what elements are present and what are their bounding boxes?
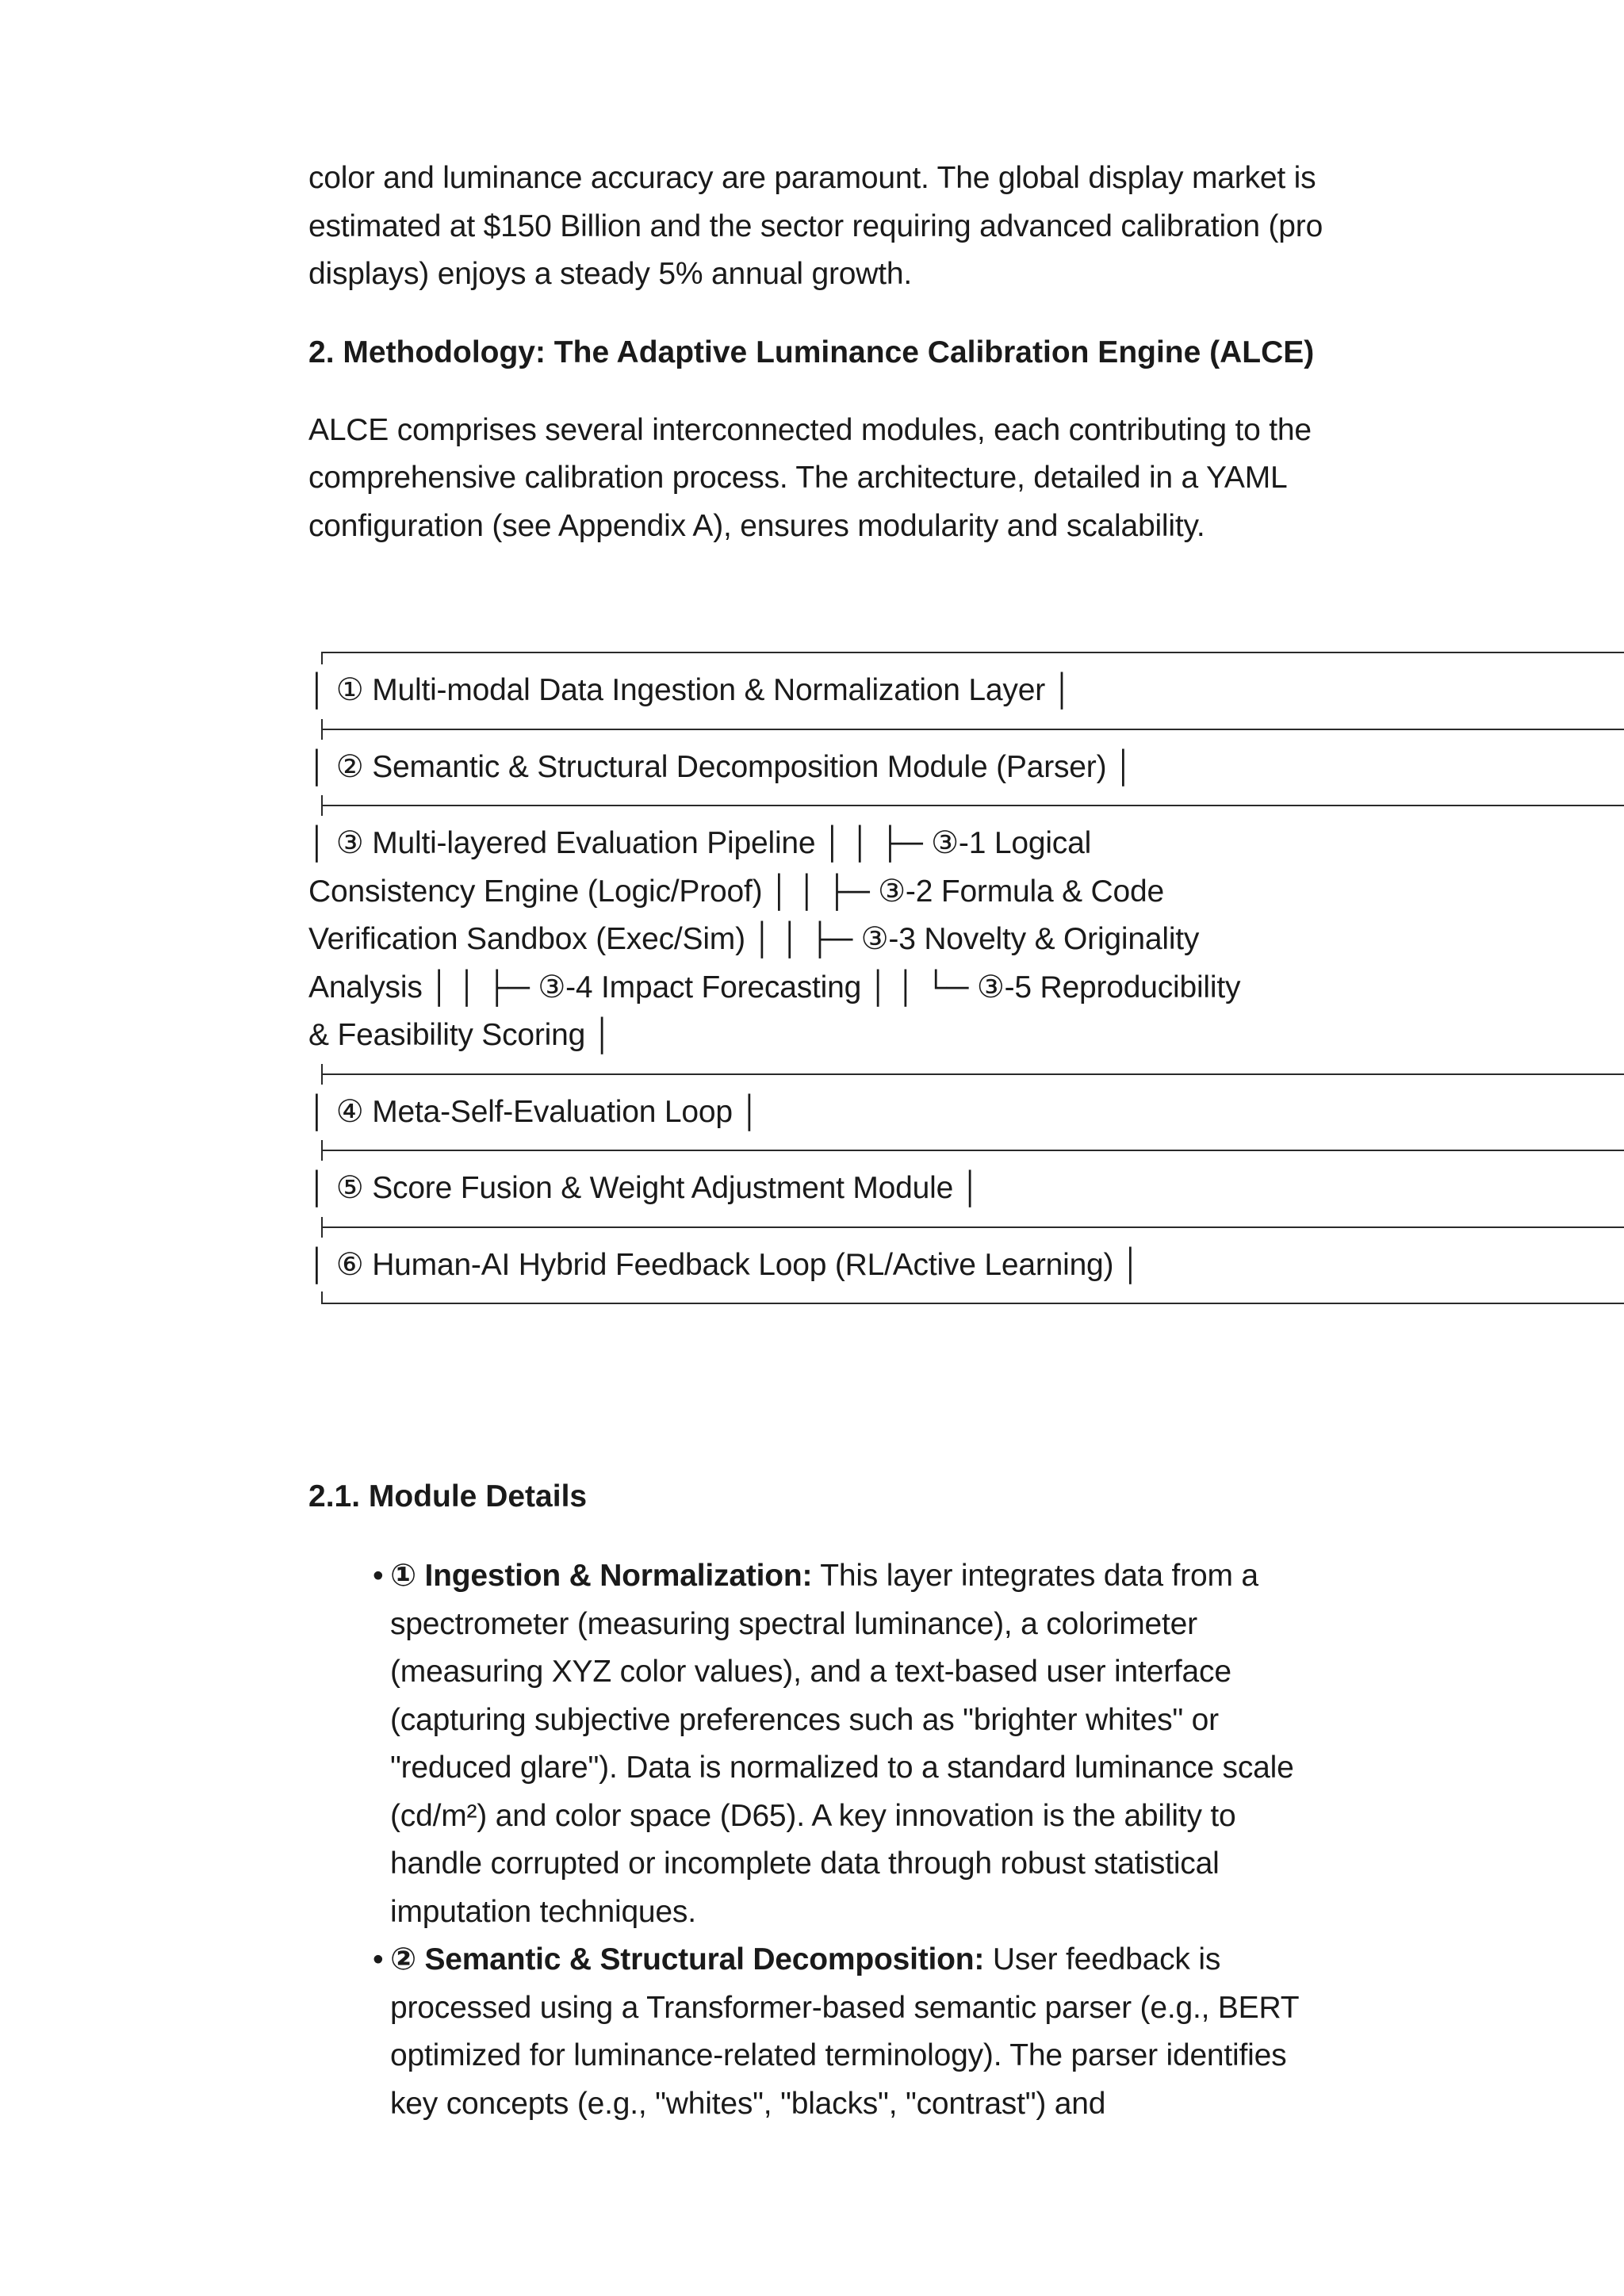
list-item-title: ② Semantic & Structural Decomposition:	[390, 1942, 985, 1976]
box-row-text: │ ⑤ Score Fusion & Weight Adjustment Module │	[308, 1171, 981, 1205]
box-row-text: │ ⑥ Human-AI Hybrid Feedback Loop (RL/Active Learning) │	[308, 1247, 1142, 1282]
module-details-list	[373, 1552, 1308, 2128]
box-divider	[321, 718, 1624, 741]
bullet-icon: •	[373, 1559, 384, 1593]
list-item-text: User feedback is processed using a Transformer-based semantic parser (e.g., BERT optimized for luminance-related terminology). The parser identifies key concepts (e.g., "whites", "blacks", "contrast") and	[390, 1942, 1299, 2121]
box-top-border	[321, 641, 1624, 664]
methodology-paragraph: ALCE comprises several interconnected modules, each contributing to the comprehensive calibration process. The architecture, detailed in a YAML configuration (see Appendix A), ensures modularity and scalability.	[308, 412, 1312, 543]
box-divider	[321, 1062, 1624, 1086]
box-row-text: │ ② Semantic & Structural Decomposition Module (Parser) │	[308, 749, 1135, 784]
box-row-score-fusion	[308, 1162, 1624, 1215]
section-2-1-heading: 2.1. Module Details	[308, 1479, 588, 1513]
box-divider	[321, 794, 1624, 817]
box-row-text: │ ③ Multi-layered Evaluation Pipeline │ │ ├─ ③-1 Logical Consistency Engine (Logic/Proof) │ │ ├─ ③-2 Formula & Code Verification Sandbox (Exec/Sim) │ │ ├─ ③-3 Novelty & Originality Analysis │ │ ├─ ③-4 Impact Forecasting │ │ └─ ③-5 Reproducibility & Feasibility Scoring │	[308, 826, 1241, 1052]
box-bottom-border	[321, 1292, 1624, 1315]
intro-paragraph: color and luminance accuracy are paramount. The global display market is estimated at $150 Billion and the sector requiring advanced calibration (pro displays) enjoys a steady 5% annual growth.	[308, 161, 1323, 291]
module-box-diagram	[308, 641, 1624, 1315]
box-row-meta-loop	[308, 1086, 1624, 1139]
document-body	[308, 155, 1331, 550]
box-row-text: │ ④ Meta-Self-Evaluation Loop │	[308, 1094, 760, 1129]
box-divider	[321, 1138, 1624, 1162]
list-item-title: ① Ingestion & Normalization:	[390, 1559, 813, 1593]
bullet-icon: •	[373, 1942, 384, 1976]
list-item-text: This layer integrates data from a spectrometer (measuring spectral luminance), a colorimeter (measuring XYZ color values), and a text-based user interface (capturing subjective preferences such as "brighter whites" or "reduced glare"). Data is normalized to a standard luminance scale (cd/m²) and color space (D65). A key innovation is the ability to handle corrupted or incomplete data through robust statistical imputation techniques.	[390, 1559, 1294, 1929]
box-row-feedback-loop	[308, 1239, 1624, 1292]
box-row-parser	[308, 741, 1624, 794]
list-item	[373, 1936, 1308, 2128]
box-divider	[321, 1215, 1624, 1239]
section-2-heading: 2. Methodology: The Adaptive Luminance Calibration Engine (ALCE)	[308, 335, 1315, 369]
box-row-evaluation-pipeline	[308, 817, 1624, 1062]
list-item	[373, 1552, 1308, 1936]
box-row-ingestion	[308, 664, 1624, 718]
box-row-text: │ ① Multi-modal Data Ingestion & Normalization Layer │	[308, 673, 1073, 707]
